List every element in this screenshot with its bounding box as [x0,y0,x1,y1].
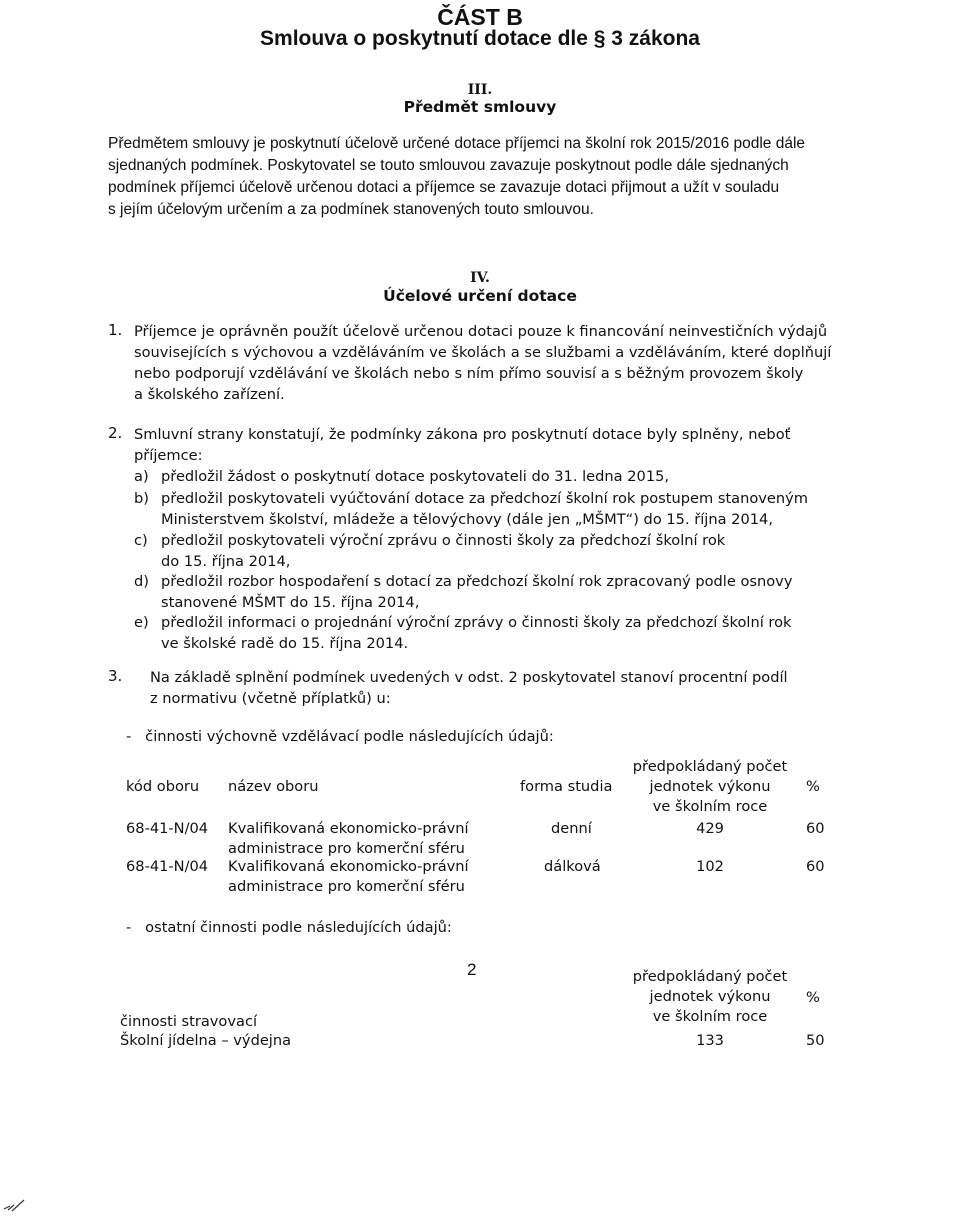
header-line: předpokládaný počet [632,968,788,985]
section-3-title: Předmět smlouvy [403,98,557,116]
table-1-intro: - činnosti výchovně vzdělávací podle následujících údajů: [126,728,554,745]
header-line: jednotek výkonu [649,988,771,1005]
subitem-text [161,612,861,654]
table-2-row-1-performance: 133 [696,1032,724,1049]
header-performance [620,757,800,817]
subitem-line: do 15. října 2014, [161,553,291,570]
table-2-row-1-name: Školní jídelna – výdejna [120,1032,292,1049]
item-line: Smluvní strany konstatují, že podmínky zákona pro poskytnutí dotace byly splněny, neboť [134,426,791,443]
item-1-text [134,321,850,405]
section-4-number: IV. [470,270,490,286]
row-2-code: 68-41-N/04 [126,858,209,875]
contract-title: Smlouva o poskytnutí dotace dle § 3 zákona [260,27,700,50]
subitem-label: e) [134,614,149,631]
subitem-label: a) [134,468,149,485]
item-line: z normativu (včetně příplatků) u: [150,690,391,707]
row-1-code: 68-41-N/04 [126,820,209,837]
subitem-d [134,571,861,613]
item-line: a školského zařízení. [134,386,285,403]
paragraph-line: Předmětem smlouvy je poskytnutí účelově určené dotace příjemci na školní rok 2015/2016 podle dále [108,135,806,152]
subitem-c [134,530,861,572]
part-heading: ČÁST B [437,4,523,30]
item-line: Na základě splnění podmínek uvedených v odst. 2 poskytovatel stanoví procentní podíl [150,669,788,686]
row-2-percent: 60 [806,858,825,875]
name-line: administrace pro komerční sféru [228,840,465,857]
header-name: název oboru [228,778,319,795]
subitem-text [161,530,861,572]
header-line: jednotek výkonu [649,778,771,795]
item-1-number: 1. [108,321,123,339]
subitem-text [161,571,861,613]
subitem-line: předložil žádost o poskytnutí dotace poskytovateli do 31. ledna 2015, [161,468,670,485]
paragraph-line: podmínek příjemci účelově určenou dotaci a příjemce se zavazuje dotaci přijmout a užít v souladu [108,179,780,196]
subitem-line: ve školské radě do 15. října 2014. [161,635,409,652]
item-line: souvisejících s výchovou a vzděláváním ve školách a se službami a vzděláváním, které doplňují [134,344,832,361]
header-line: ve školním roce [652,1008,768,1025]
subitem-label: d) [134,573,149,590]
table-2-header-percent: % [806,989,820,1006]
name-line: Kvalifikovaná ekonomicko-právní [228,820,469,837]
section-4-title: Účelové určení dotace [383,287,577,305]
table-2-row-1-percent: 50 [806,1032,825,1049]
page-number: 2 [467,960,477,979]
name-line: administrace pro komerční sféru [228,878,465,895]
item-3-text [150,667,850,709]
initials-mark-icon [2,1197,28,1213]
item-2-text [134,424,850,466]
subitem-line: předložil informaci o projednání výroční zprávy o činnosti školy za předchozí školní rok [161,614,792,631]
subitem-b [134,488,861,530]
item-line: nebo podporují vzdělávání ve školách nebo s ním přímo souvisí a s běžným provozem školy [134,365,804,382]
row-2-performance: 102 [696,858,724,875]
row-1-form: denní [551,820,592,837]
header-form: forma studia [520,778,613,795]
section-3-number: III. [467,82,493,98]
subitem-label: c) [134,532,148,549]
row-2-form: dálková [544,858,601,875]
paragraph-line: s jejím účelovým určením a za podmínek stanovených touto smlouvou. [108,201,594,218]
subitem-label: b) [134,490,149,507]
table-2-header-performance [620,967,800,1027]
subitem-a [134,466,861,487]
item-line: příjemce: [134,447,203,464]
item-line: Příjemce je oprávněn použít účelově určenou dotaci pouze k financování neinvestičních výdajů [134,323,828,340]
name-line: Kvalifikovaná ekonomicko-právní [228,858,469,875]
subitem-line: předložil poskytovateli vyúčtování dotace za předchozí školní rok postupem stanoveným [161,490,809,507]
subitem-text [161,488,861,530]
header-line: ve školním roce [652,798,768,815]
row-1-performance: 429 [696,820,724,837]
table-2-category: činnosti stravovací [120,1013,258,1030]
subitem-line: předložil rozbor hospodaření s dotací za předchozí školní rok zpracovaný podle osnovy [161,573,793,590]
paragraph-line: sjednaných podmínek. Poskytovatel se touto smlouvou zavazuje poskytnout podle dále sjednaných [108,157,789,174]
row-1-name [228,819,469,859]
item-3-number: 3. [108,667,123,685]
subitem-e [134,612,861,654]
table-2-intro: - ostatní činnosti podle následujících údajů: [126,919,452,936]
subitem-line: Ministerstvem školství, mládeže a tělovýchovy (dále jen „MŠMT“) do 15. října 2014, [161,511,773,528]
header-percent: % [806,778,820,795]
row-2-name [228,857,469,897]
section-3-paragraph [108,133,850,221]
header-line: předpokládaný počet [632,758,788,775]
item-2-number: 2. [108,424,123,442]
header-code: kód oboru [126,778,200,795]
subitem-line: stanovené MŠMT do 15. října 2014, [161,594,420,611]
row-1-percent: 60 [806,820,825,837]
subitem-text [161,466,861,487]
subitem-line: předložil poskytovateli výroční zprávu o činnosti školy za předchozí školní rok [161,532,726,549]
